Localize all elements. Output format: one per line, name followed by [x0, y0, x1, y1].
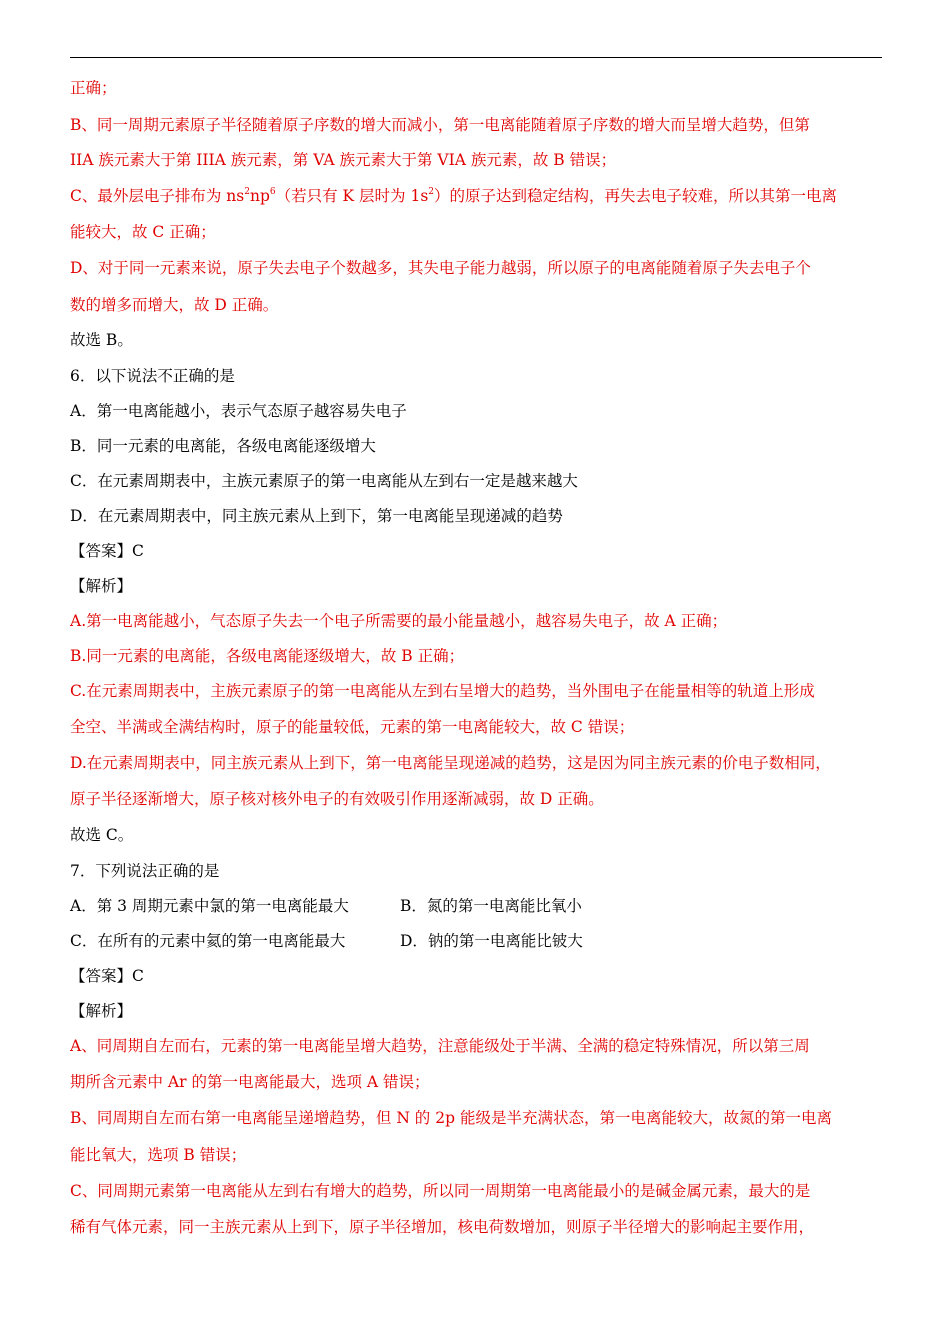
explanation-line: B、同周期自左而右第一电离能呈递增趋势，但 N 的 2p 能级是半充满状态，第一电离能较大，故氮的第一电离	[70, 1109, 832, 1127]
explanation-line: B.同一元素的电离能，各级电离能逐级增大，故 B 正确；	[70, 647, 465, 665]
answer-label: 【答案】C	[70, 967, 144, 985]
explanation-line: B、同一周期元素原子半径随着原子序数的增大而减小，第一电离能随着原子序数的增大而呈增大趋势，但第	[70, 116, 810, 134]
explanation-line: D、对于同一元素来说，原子失去电子个数越多，其失电子能力越弱，所以原子的电离能随着原子失去电子个	[70, 259, 811, 277]
explanation-line: 原子半径逐渐增大，原子核对核外电子的有效吸引作用逐渐减弱，故 D 正确。	[70, 790, 604, 808]
explanation-line: A、同周期自左而右，元素的第一电离能呈增大趋势，注意能级处于半满、全满的稳定特殊情况，所以第三周	[70, 1037, 810, 1055]
option-c: C．在所有的元素中氦的第一电离能最大	[70, 932, 346, 950]
option-b: B．氮的第一电离能比氧小	[400, 897, 582, 915]
option-a: A．第 3 周期元素中氯的第一电离能最大	[70, 897, 349, 915]
explanation-line: D.在元素周期表中，同主族元素从上到下，第一电离能呈现递减的趋势，这是因为同主族元素的价电子数相同，	[70, 754, 831, 772]
explanation-line: C、同周期元素第一电离能从左到右有增大的趋势，所以同一周期第一电离能最小的是碱金属元素，最大的是	[70, 1182, 811, 1200]
question-stem: 6．以下说法不正确的是	[70, 367, 235, 385]
explanation-line: 能较大，故 C 正确；	[70, 223, 216, 241]
header-rule	[70, 57, 882, 58]
superscript: 6	[269, 187, 276, 197]
final-choice: 故选 C。	[70, 826, 134, 844]
explanation-line: A.第一电离能越小，气态原子失去一个电子所需要的最小能量越小，越容易失电子，故 A 正确；	[70, 612, 728, 630]
options-row	[70, 931, 870, 951]
answer-label: 【答案】C	[70, 542, 144, 560]
explanation-line: 正确；	[70, 79, 117, 97]
explanation-line: IIA 族元素大于第 IIIA 族元素，第 VA 族元素大于第 VIA 族元素，故 B 错误；	[70, 151, 617, 169]
analysis-label: 【解析】	[70, 577, 133, 595]
option-d: D．钠的第一电离能比铍大	[400, 932, 583, 950]
explanation-line: 稀有气体元素，同一主族元素从上到下，原子半径增加，核电荷数增加，则原子半径增大的影响起主要作用，	[70, 1218, 815, 1236]
explanation-line: C.在元素周期表中，主族元素原子的第一电离能从左到右呈增大的趋势，当外围电子在能量相等的轨道上形成	[70, 682, 815, 700]
final-choice: 故选 B。	[70, 331, 133, 349]
explanation-line: 期所含元素中 Ar 的第一电离能最大，选项 A 错误；	[70, 1073, 430, 1091]
superscript: 2	[244, 187, 250, 197]
text-fragment: C、最外层电子排布为 ns	[70, 187, 245, 205]
explanation-line: 全空、半满或全满结构时，原子的能量较低，元素的第一电离能较大，故 C 错误；	[70, 718, 635, 736]
analysis-label: 【解析】	[70, 1002, 133, 1020]
option-d: D．在元素周期表中，同主族元素从上到下，第一电离能呈现递减的趋势	[70, 507, 563, 525]
options-row	[70, 896, 870, 916]
explanation-line: 能比氧大，选项 B 错误；	[70, 1146, 247, 1164]
text-fragment: （若只有 K 层时为 1s	[275, 187, 429, 205]
option-b: B．同一元素的电离能，各级电离能逐级增大	[70, 437, 376, 455]
superscript: 2	[428, 187, 435, 197]
option-a: A．第一电离能越小，表示气态原子越容易失电子	[70, 402, 407, 420]
option-c: C．在元素周期表中，主族元素原子的第一电离能从左到右一定是越来越大	[70, 472, 578, 490]
text-fragment: ）的原子达到稳定结构，再失去电子较难，所以其第一电离	[434, 187, 838, 205]
explanation-line	[70, 186, 837, 206]
question-stem: 7．下列说法正确的是	[70, 862, 220, 880]
text-fragment: np	[249, 187, 270, 205]
explanation-line: 数的增多而增大，故 D 正确。	[70, 296, 279, 314]
